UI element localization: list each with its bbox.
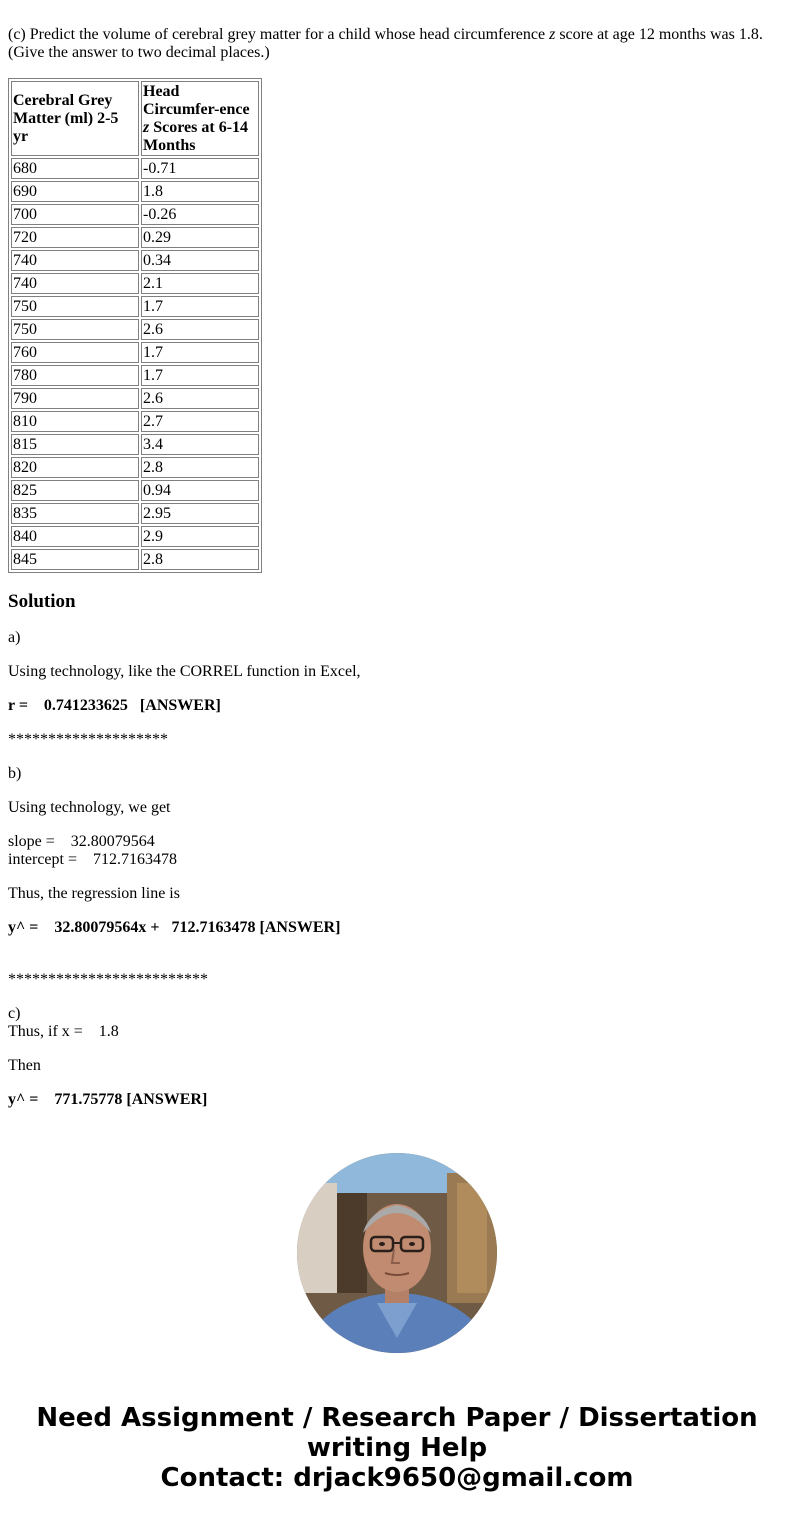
cell-z-score: -0.26 bbox=[141, 204, 259, 225]
cell-z-score: 1.7 bbox=[141, 365, 259, 386]
cell-grey-matter: 790 bbox=[11, 388, 139, 409]
part-c-then: Then bbox=[8, 1057, 41, 1074]
cell-grey-matter: 840 bbox=[11, 526, 139, 547]
cell-grey-matter: 760 bbox=[11, 342, 139, 363]
cell-grey-matter: 700 bbox=[11, 204, 139, 225]
part-b-answer: y^ = 32.80079564x + 712.7163478 [ANSWER] bbox=[8, 919, 341, 936]
cell-z-score: 2.8 bbox=[141, 549, 259, 570]
cell-grey-matter: 720 bbox=[11, 227, 139, 248]
cell-grey-matter: 680 bbox=[11, 158, 139, 179]
data-table bbox=[8, 78, 262, 573]
part-c-answer: y^ = 771.75778 [ANSWER] bbox=[8, 1091, 208, 1108]
cell-z-score: 1.7 bbox=[141, 342, 259, 363]
cell-grey-matter: 750 bbox=[11, 296, 139, 317]
cell-z-score: 2.9 bbox=[141, 526, 259, 547]
part-a-label: a) bbox=[8, 629, 21, 646]
slope-intercept: slope = 32.80079564 intercept = 712.7163478 bbox=[8, 833, 177, 868]
cell-grey-matter: 810 bbox=[11, 411, 139, 432]
cell-grey-matter: 780 bbox=[11, 365, 139, 386]
separator: ******************** bbox=[8, 731, 168, 748]
table-row bbox=[11, 526, 259, 547]
cell-z-score: 2.95 bbox=[141, 503, 259, 524]
table-row bbox=[11, 204, 259, 225]
cell-z-score: 2.8 bbox=[141, 457, 259, 478]
cell-z-score: 2.6 bbox=[141, 388, 259, 409]
table-row bbox=[11, 388, 259, 409]
question-text: (c) Predict the volume of cerebral grey matter for a child whose head circumference z score at age 12 months was 1.8. (Give the answer to two decimal places.) bbox=[8, 26, 763, 61]
table-row bbox=[11, 319, 259, 340]
cell-z-score: -0.71 bbox=[141, 158, 259, 179]
contact-email[interactable]: Contact: drjack9650@gmail.com bbox=[160, 1463, 634, 1493]
portrait-photo bbox=[297, 1153, 497, 1353]
part-a-answer: r = 0.741233625 [ANSWER] bbox=[8, 697, 221, 714]
cell-z-score: 0.29 bbox=[141, 227, 259, 248]
cell-z-score: 2.6 bbox=[141, 319, 259, 340]
cell-grey-matter: 835 bbox=[11, 503, 139, 524]
table-row bbox=[11, 296, 259, 317]
cell-grey-matter: 740 bbox=[11, 250, 139, 271]
cell-z-score: 0.94 bbox=[141, 480, 259, 501]
table-row bbox=[11, 365, 259, 386]
part-b-text: Using technology, we get bbox=[8, 799, 171, 816]
cell-grey-matter: 820 bbox=[11, 457, 139, 478]
header-head-circumference: Head Circumfer-ence z Scores at 6-14 Months bbox=[141, 81, 259, 156]
cell-z-score: 1.7 bbox=[141, 296, 259, 317]
cell-z-score: 2.1 bbox=[141, 273, 259, 294]
table-row bbox=[11, 273, 259, 294]
footer-ad: Need Assignment / Research Paper / Dissertation writing Help Contact: drjack9650@gmail.com bbox=[0, 1403, 794, 1493]
table-row bbox=[11, 158, 259, 179]
solution-heading: Solution bbox=[8, 591, 76, 612]
cell-grey-matter: 825 bbox=[11, 480, 139, 501]
part-c: c) Thus, if x = 1.8 bbox=[8, 1005, 119, 1040]
table-row bbox=[11, 480, 259, 501]
header-grey-matter: Cerebral Grey Matter (ml) 2-5 yr bbox=[11, 81, 139, 156]
cell-z-score: 3.4 bbox=[141, 434, 259, 455]
cell-grey-matter: 740 bbox=[11, 273, 139, 294]
table-row bbox=[11, 457, 259, 478]
table-row bbox=[11, 434, 259, 455]
table-row bbox=[11, 411, 259, 432]
cell-z-score: 1.8 bbox=[141, 181, 259, 202]
table-row bbox=[11, 503, 259, 524]
cell-grey-matter: 690 bbox=[11, 181, 139, 202]
table-row bbox=[11, 181, 259, 202]
cell-z-score: 2.7 bbox=[141, 411, 259, 432]
part-b-text2: Thus, the regression line is bbox=[8, 885, 180, 902]
part-b-label: b) bbox=[8, 765, 22, 782]
part-a-text: Using technology, like the CORREL function in Excel, bbox=[8, 663, 361, 680]
table-row bbox=[11, 250, 259, 271]
table-row bbox=[11, 549, 259, 570]
table-row bbox=[11, 342, 259, 363]
avatar bbox=[297, 1153, 497, 1353]
cell-z-score: 0.34 bbox=[141, 250, 259, 271]
cell-grey-matter: 815 bbox=[11, 434, 139, 455]
separator: ************************* bbox=[8, 971, 208, 988]
cell-grey-matter: 845 bbox=[11, 549, 139, 570]
cell-grey-matter: 750 bbox=[11, 319, 139, 340]
table-row bbox=[11, 227, 259, 248]
